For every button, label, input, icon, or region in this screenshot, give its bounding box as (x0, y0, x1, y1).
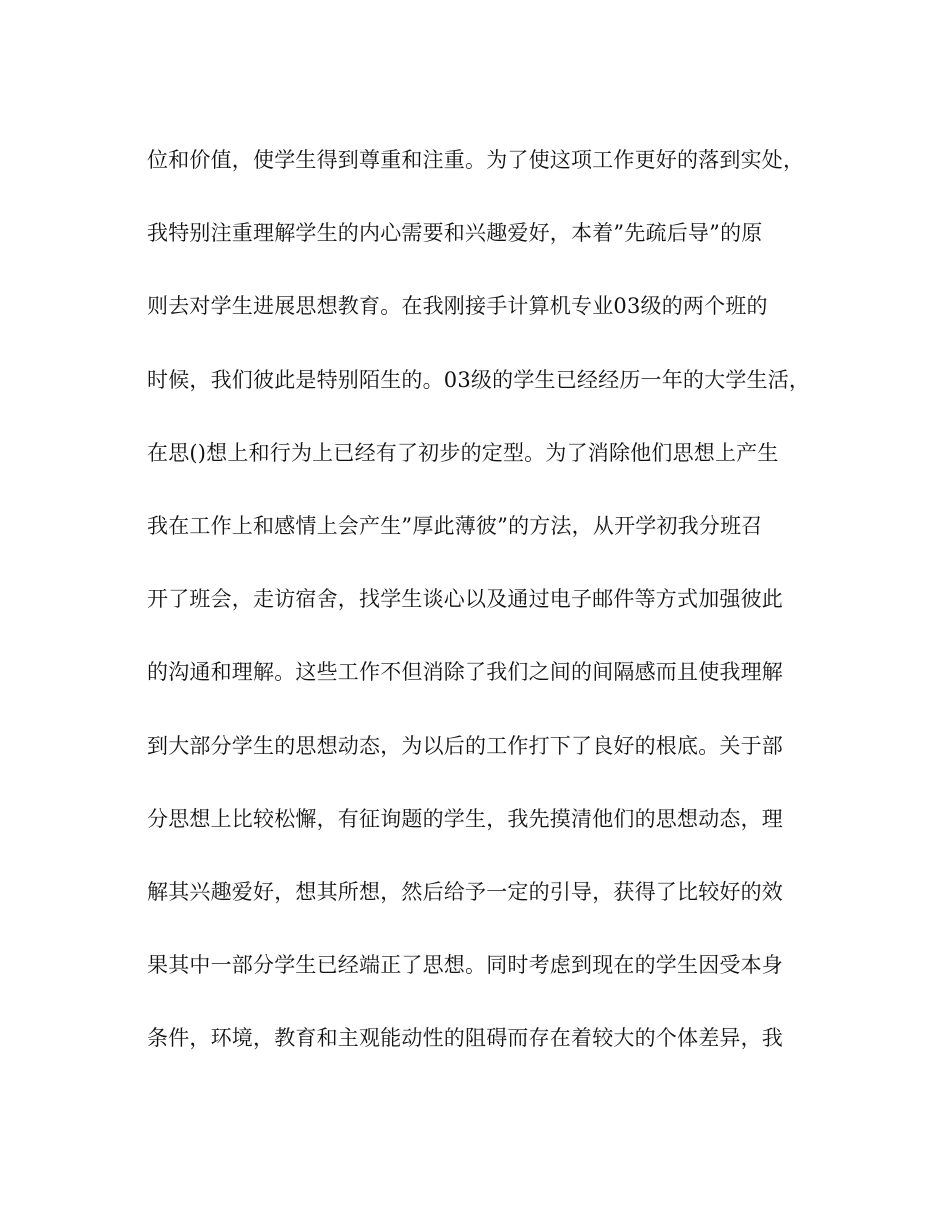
text-line: 则去对学生进展思想教育。在我刚接手计算机专业03级的两个班的 (147, 294, 768, 319)
text-line: 到大部分学生的思想动态，为以后的工作打下了良好的根底。关于部 (147, 733, 783, 758)
text-line: 位和价值，使学生得到尊重和注重。为了使这项工作更好的落到实处， (147, 148, 805, 172)
text-line: 我特别注重理解学生的内心需要和兴趣爱好，本着”先疏后导”的原 (147, 221, 763, 246)
text-line: 分思想上比较松懈，有征询题的学生，我先摸清他们的思想动态，理 (147, 806, 783, 831)
text-line: 解其兴趣爱好，想其所想，然后给予一定的引导，获得了比较好的效 (147, 879, 783, 904)
text-line: 的沟通和理解。这些工作不但消除了我们之间的间隔感而且使我理解 (147, 660, 783, 685)
text-line: 果其中一部分学生已经端正了思想。同时考虑到现在的学生因受本身 (147, 953, 783, 978)
text-line: 时候，我们彼此是特别陌生的。03级的学生已经经历一年的大学生活， (147, 367, 811, 392)
text-line: 开了班会，走访宿舍，找学生谈心以及通过电子邮件等方式加强彼此 (147, 587, 783, 612)
body-text (147, 140, 827, 1091)
text-line: 我在工作上和感情上会产生”厚此薄彼”的方法，从开学初我分班召 (147, 513, 763, 538)
text-line: 在思()想上和行为上已经有了初步的定型。为了消除他们思想上产生 (147, 440, 779, 465)
text-line: 条件，环境，教育和主观能动性的阻碍而存在着较大的个体差异，我 (147, 1026, 783, 1051)
